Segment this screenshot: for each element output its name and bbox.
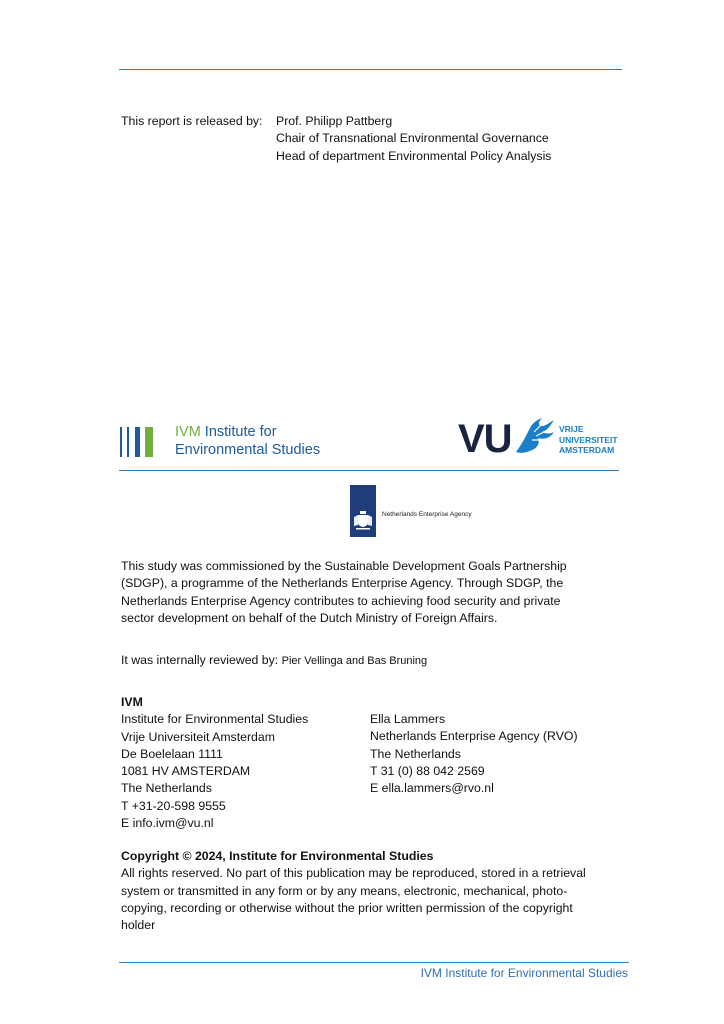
paragraph-line: sector development on behalf of the Dutch Ministry of Foreign Affairs.: [121, 610, 498, 625]
copyright-line: holder: [121, 918, 156, 933]
vu-name-line: UNIVERSITEIT: [559, 434, 618, 445]
address-line: Netherlands Enterprise Agency (RVO): [370, 729, 578, 744]
ivm-logo-abbr: IVM: [175, 424, 201, 440]
address-line: De Boelelaan 1111: [121, 746, 223, 761]
release-line: Head of department Environmental Policy Analysis: [276, 148, 552, 163]
address-email: E ella.lammers@rvo.nl: [370, 781, 494, 796]
address-phone: T +31-20-598 9555: [121, 798, 226, 813]
ivm-logo-line2: Environmental Studies: [175, 441, 321, 458]
commission-paragraph: [121, 558, 567, 627]
ivm-logo-bar: [135, 427, 140, 457]
release-line: Prof. Philipp Pattberg: [276, 114, 393, 128]
logo-rule: [119, 470, 619, 471]
copyright-line: copying, recording or otherwise without the prior written permission of the copyright: [121, 900, 573, 915]
footer-text: IVM Institute for Environmental Studies: [420, 966, 628, 980]
paragraph-line: This study was commissioned by the Sustainable Development Goals Partnership: [121, 559, 567, 573]
ivm-logo-text: [175, 424, 320, 459]
address-phone: T 31 (0) 88 042 2569: [370, 763, 485, 778]
address-line: Ella Lammers: [370, 712, 446, 726]
address-email: E info.ivm@vu.nl: [121, 816, 214, 831]
vu-name-line: VRIJE: [559, 424, 584, 434]
paragraph-line: (SDGP), a programme of the Netherlands Enterprise Agency. Through SDGP, the: [121, 576, 564, 591]
address-line: Institute for Environmental Studies: [121, 712, 309, 727]
footer-rule: [119, 962, 629, 963]
paragraph-line: Netherlands Enterprise Agency contributes to achieving food security and private: [121, 593, 561, 608]
copyright-line: All rights reserved. No part of this publication may be reproduced, stored in a retrieval: [121, 866, 586, 881]
release-line: Chair of Transnational Environmental Governance: [276, 131, 549, 146]
vu-name-line: AMSTERDAM: [559, 445, 615, 455]
reviewed-by-label: It was internally reviewed by:: [121, 653, 282, 667]
nea-logo-text: Netherlands Enterprise Agency: [382, 511, 472, 518]
reviewed-by: [121, 652, 427, 670]
address-line: The Netherlands: [121, 781, 212, 796]
ivm-logo-bar: [145, 427, 153, 457]
copyright-block: [121, 848, 586, 934]
ivm-logo-line1: Institute for: [200, 424, 277, 440]
header-rule: [119, 69, 622, 70]
copyright-heading: Copyright © 2024, Institute for Environmental Studies: [121, 849, 434, 863]
vu-logo-name: [559, 424, 618, 456]
released-by-label: This report is released by:: [121, 114, 263, 128]
ivm-logo: [120, 424, 340, 458]
rvo-address: [370, 711, 578, 797]
vu-griffin-icon: [512, 414, 556, 458]
nea-logo-block: [350, 485, 376, 537]
ivm-logo-bar: [127, 427, 129, 457]
nea-crest-icon: [350, 485, 376, 537]
address-line: 1081 HV AMSTERDAM: [121, 764, 251, 779]
address-line: Vrije Universiteit Amsterdam: [121, 729, 275, 744]
ivm-address-heading: IVM: [121, 695, 143, 709]
vu-logo-letters: VU: [458, 417, 512, 461]
ivm-address: [121, 694, 308, 832]
ivm-logo-bar: [120, 427, 122, 457]
reviewed-by-names: Pier Vellinga and Bas Bruning: [281, 655, 428, 667]
copyright-line: system or transmitted in any form or by any means, electronic, mechanical, photo-: [121, 883, 568, 898]
released-by-names: [276, 113, 551, 165]
address-line: The Netherlands: [370, 746, 461, 761]
